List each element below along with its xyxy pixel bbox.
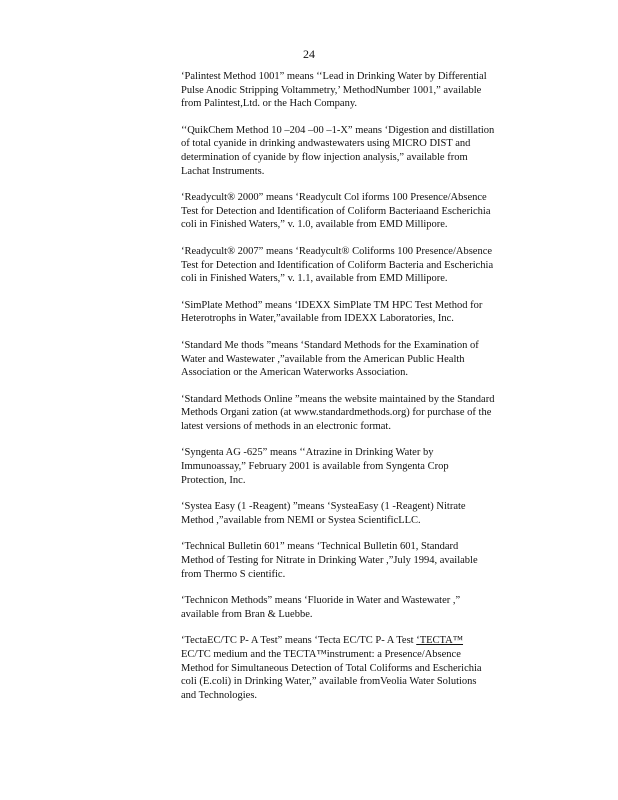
text-line: determination of cyanide by flow injection analysis,” available from (181, 151, 468, 163)
definition-palintest (181, 70, 535, 111)
definition-standard-methods (181, 339, 535, 380)
text-line: ‘Palintest Method 1001” means ‘‘Lead in Drinking Water by Differential (181, 71, 487, 82)
text-line: Method for Simultaneous Detection of Total Coliforms and Escherichia (181, 662, 482, 674)
definition-systea-easy (181, 500, 535, 527)
text-line: ‘Readycult® 2007” means ‘Readycult® Coliforms 100 Presence/Absence (181, 245, 493, 257)
text-line: ‘Syngenta AG -625” means ‘‘Atrazine in Drinking Water by (181, 447, 434, 459)
text-line: Method ,”available from NEMI or Systea ScientificLLC. (181, 514, 421, 526)
definition-readycult-2000 (181, 191, 535, 232)
text-line: Test for Detection and Identification of Coliform Bacteria and Escherichia (181, 259, 494, 271)
text-line: Method of Testing for Nitrate in Drinking Water ,”July 1994, available (181, 555, 478, 567)
text-line: coli in Finished Waters,” v. 1.0, available from EMD Millipore. (181, 219, 448, 231)
definition-tecta (181, 634, 535, 702)
text-line: EC/TC medium and the TECTA™instrument: a Presence/Absence (181, 649, 461, 660)
text-line: ‘Readycult® 2000” means ‘Readycult Col iforms 100 Presence/Absence (181, 192, 487, 204)
text-line: coli in Finished Waters,” v. 1.1, available from EMD Millipore. (181, 273, 448, 285)
text-line: ‘‘QuikChem Method 10 –204 –00 –1-X” means ‘Digestion and distillation (181, 124, 495, 136)
text-line (181, 634, 535, 648)
text-line: available from Bran & Luebbe. (181, 608, 313, 620)
definition-quikchem (181, 124, 535, 178)
text-line: latest versions of methods in an electronic format. (181, 420, 391, 432)
definition-syngenta (181, 446, 535, 487)
text-line: from Thermo S cientific. (181, 568, 286, 580)
text-line: ‘Systea Easy (1 -Reagent) ”means ‘SysteaEasy (1 -Reagent) Nitrate (181, 501, 466, 513)
text-line: from Palintest,Ltd. or the Hach Company. (181, 98, 358, 110)
page-number: 24 (303, 47, 315, 61)
text-line: Lachat Instruments. (181, 165, 265, 177)
definition-technicon (181, 594, 535, 621)
text-line: Test for Detection and Identification of Coliform Bacteriaand Escherichia (181, 205, 491, 217)
text-line: ‘Standard Me thods ”means ‘Standard Methods for the Examination of (181, 339, 479, 351)
text-line: Immunoassay,” February 2001 is available from Syngenta Crop (181, 461, 449, 473)
text-line: and Technologies. (181, 689, 258, 701)
definition-readycult-2007 (181, 245, 535, 286)
text-line: ‘SimPlate Method” means ‘IDEXX SimPlate TM HPC Test Method for (181, 299, 483, 311)
text-line: Methods Organi zation (at www.standardmethods.org) for purchase of the (181, 407, 492, 419)
definition-technical-bulletin (181, 540, 535, 581)
text-line: Water and Wastewater ,”available from the American Public Health (181, 353, 465, 365)
definition-standard-methods-online (181, 393, 535, 434)
text-line: Heterotrophs in Water,”available from IDEXX Laboratories, Inc. (181, 313, 454, 325)
text-line: ‘Technical Bulletin 601” means ‘Technical Bulletin 601, Standard (181, 541, 459, 553)
definition-simplate (181, 299, 535, 326)
definitions-list (181, 70, 535, 715)
text-segment: ‘TectaEC/TC P- A Test” means ‘Tecta EC/TC P- A Test (181, 635, 417, 647)
text-line: ‘Technicon Methods” means ‘Fluoride in Water and Wastewater ,” (181, 595, 461, 607)
text-line: ‘Standard Methods Online ”means the website maintained by the Standard (181, 393, 495, 405)
underlined-text: ‘TECTA™ (416, 635, 464, 647)
text-line: Association or the American Waterworks Association. (181, 367, 408, 379)
text-line: Protection, Inc. (181, 474, 246, 486)
text-line: coli (E.coli) in Drinking Water,” available fromVeolia Water Solutions (181, 676, 477, 688)
text-line: of total cyanide in drinking andwastewaters using MICRO DIST and (181, 138, 471, 150)
text-line: Pulse Anodic Stripping Voltammetry,’ MethodNumber 1001,” available (181, 84, 482, 96)
